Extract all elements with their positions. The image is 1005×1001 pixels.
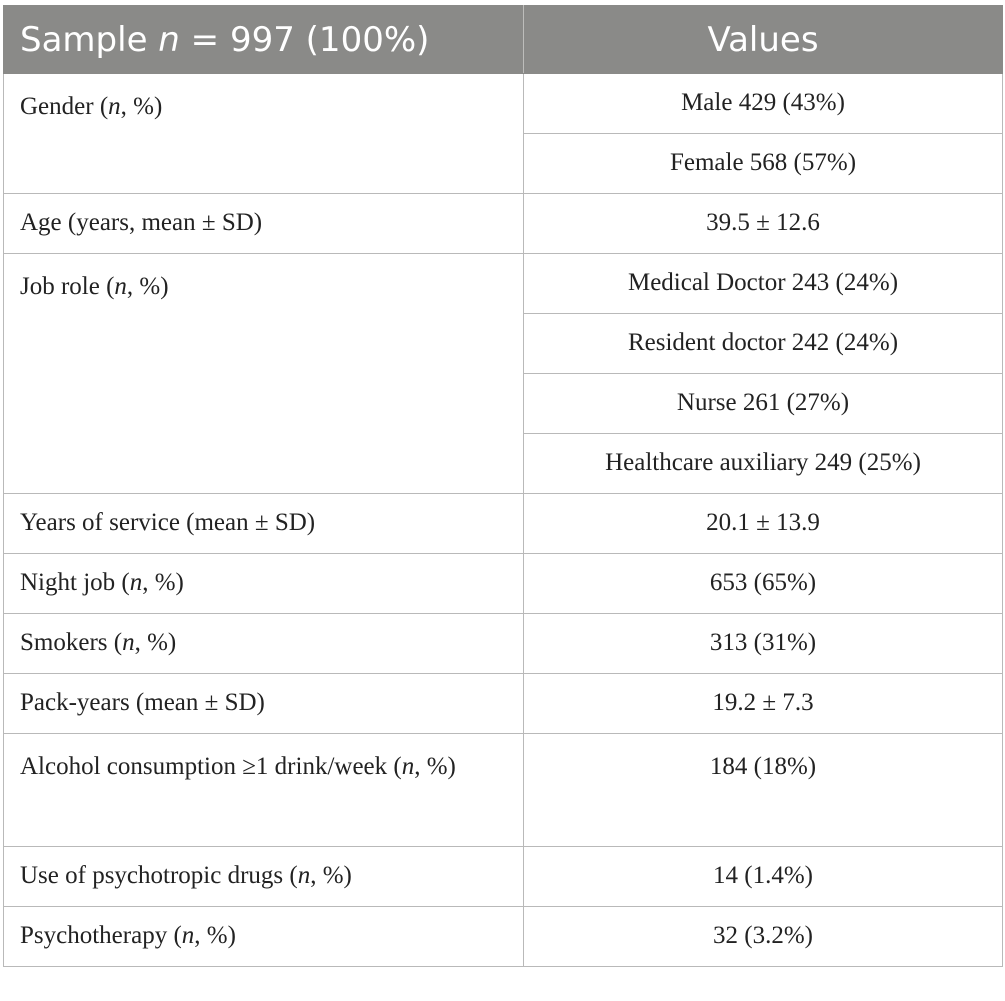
value-job-nurse: Nurse 261 (27%) bbox=[524, 374, 1003, 434]
label-n: n bbox=[181, 922, 195, 950]
table-row bbox=[4, 674, 1003, 734]
label-suffix: , %) bbox=[310, 862, 352, 890]
table-row bbox=[4, 907, 1003, 967]
value-night-job: 653 (65%) bbox=[524, 554, 1003, 614]
value-years-of-service: 20.1 ± 13.9 bbox=[524, 494, 1003, 554]
label-n: n bbox=[401, 753, 415, 780]
label-n: n bbox=[122, 629, 135, 657]
label-prefix: Job role ( bbox=[20, 273, 115, 300]
table-row bbox=[4, 554, 1003, 614]
table-header-row bbox=[4, 6, 1003, 74]
label-suffix: , %) bbox=[134, 629, 177, 657]
row-label-smokers bbox=[4, 614, 524, 674]
label-prefix: Psychotherapy ( bbox=[20, 922, 182, 950]
value-psychotherapy: 32 (3.2%) bbox=[524, 907, 1003, 967]
label-suffix: , %) bbox=[120, 93, 163, 120]
row-label-job-role bbox=[4, 254, 524, 494]
value-gender-male: Male 429 (43%) bbox=[524, 74, 1003, 134]
value-age: 39.5 ± 12.6 bbox=[524, 194, 1003, 254]
label-prefix: Gender ( bbox=[20, 93, 109, 120]
label-prefix: Alcohol consumption ≥1 drink/week ( bbox=[20, 753, 402, 780]
label-suffix: , %) bbox=[142, 569, 184, 597]
row-label-psychotherapy bbox=[4, 907, 524, 967]
header-values: Values bbox=[524, 6, 1003, 74]
row-label-gender bbox=[4, 74, 524, 194]
table-row bbox=[4, 74, 1003, 134]
label-n: n bbox=[129, 569, 143, 597]
label-suffix: , %) bbox=[126, 273, 169, 300]
row-label-psychotropic-drugs bbox=[4, 847, 524, 907]
label-prefix: Smokers ( bbox=[20, 629, 123, 657]
header-sample-prefix: Sample bbox=[20, 19, 159, 60]
value-smokers: 313 (31%) bbox=[524, 614, 1003, 674]
demographics-table bbox=[3, 5, 1003, 967]
label-suffix: , %) bbox=[194, 922, 236, 950]
label-prefix: Night job ( bbox=[20, 569, 130, 597]
row-label-alcohol bbox=[4, 734, 524, 847]
table-row bbox=[4, 734, 1003, 847]
value-pack-years: 19.2 ± 7.3 bbox=[524, 674, 1003, 734]
label-n: n bbox=[108, 93, 121, 120]
row-label-pack-years: Pack-years (mean ± SD) bbox=[4, 674, 524, 734]
row-label-years-of-service: Years of service (mean ± SD) bbox=[4, 494, 524, 554]
row-label-night-job bbox=[4, 554, 524, 614]
value-job-healthcare-auxiliary: Healthcare auxiliary 249 (25%) bbox=[524, 434, 1003, 494]
label-n: n bbox=[297, 862, 311, 890]
table-row bbox=[4, 254, 1003, 314]
header-sample-n: n bbox=[158, 19, 180, 60]
value-job-medical-doctor: Medical Doctor 243 (24%) bbox=[524, 254, 1003, 314]
label-prefix: Use of psychotropic drugs ( bbox=[20, 862, 298, 890]
row-label-age: Age (years, mean ± SD) bbox=[4, 194, 524, 254]
label-n: n bbox=[114, 273, 127, 300]
label-suffix: , %) bbox=[414, 753, 456, 780]
header-sample-suffix: = 997 (100%) bbox=[179, 19, 430, 60]
demographics-table-container bbox=[3, 5, 1002, 967]
value-job-resident-doctor: Resident doctor 242 (24%) bbox=[524, 314, 1003, 374]
value-gender-female: Female 568 (57%) bbox=[524, 134, 1003, 194]
header-sample bbox=[4, 6, 524, 74]
table-row bbox=[4, 494, 1003, 554]
value-alcohol: 184 (18%) bbox=[524, 734, 1003, 847]
value-psychotropic-drugs: 14 (1.4%) bbox=[524, 847, 1003, 907]
table-row bbox=[4, 614, 1003, 674]
table-row bbox=[4, 847, 1003, 907]
table-row bbox=[4, 194, 1003, 254]
